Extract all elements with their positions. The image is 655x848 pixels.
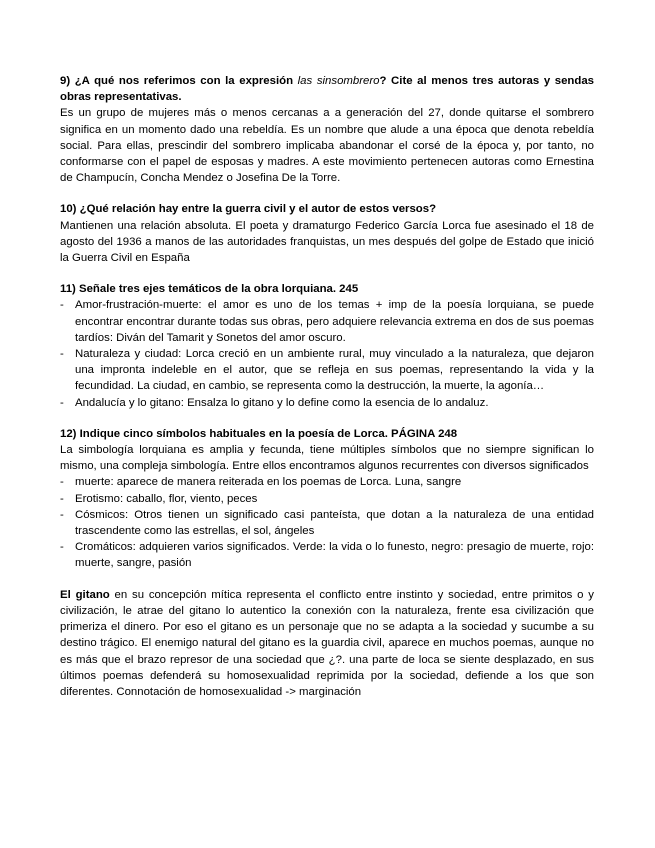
question-9-heading [60,73,594,105]
question-12-intro: La simbología lorquiana es amplia y fecunda, tiene múltiples símbolos que no siempre significan lo mismo, una compleja simbología. Entre ellos encontramos algunos recurrentes con diversos significados [60,444,594,473]
question-12-list [60,474,594,571]
list-item: - Amor-frustración-muerte: el amor es uno de los temas + imp de la poesía lorquiana, se puede encontrar encontrar durante todas sus obras, pero adquiere relevancia extrema en dos de sus poemas tardíos: Diván del Tamarit y Sonetos del amor oscuro. [60,297,594,346]
question-9-italic-term: las sinsombrero [297,75,380,87]
list-item: - Cósmicos: Otros tienen un significado casi panteísta, que dotan a la naturaleza de una entidad trascendente como las estrellas, el sol, ángeles [60,507,594,539]
question-10-heading: 10) ¿Qué relación hay entre la guerra civil y el autor de estos versos? [60,203,437,216]
list-item: - muerte: aparece de manera reiterada en los poemas de Lorca. Luna, sangre [60,474,594,490]
gitano-paragraph-text: en su concepción mítica representa el conflicto entre instinto y sociedad, entre primitos o y civilización, le atrae del gitano lo autentico la conexión con la naturaleza, frente esa civilización que primeriza el dinero. Por eso el gitano es un personaje que no se adapta a la sociedad y sucumbe a su destino trágico. El enemigo natural del gitano es la guardia civil, aparece en muchos poemas, aunque no es más que el brazo represor de una sociedad que ¿?. una parte de loca se siente desplazado, en sus últimos poemas defenderá su homosexualidad reprimida por la sociedad, defiende a los que son diferentes. Connotación de homosexualidad -> marginación [60,588,594,698]
list-item: - Naturaleza y ciudad: Lorca creció en un ambiente rural, muy vinculado a la naturaleza, que dejaron una impronta indeleble en el autor, que se refleja en sus poemas, representando la vida y la fecundidad. La ciudad, en cambio, se representa como la destrucción, la muerte, la agonía… [60,346,594,395]
question-11-list [60,297,594,410]
list-item: - Andalucía y lo gitano: Ensalza lo gitano y lo define como la esencia de lo andaluz. [60,395,594,411]
question-9-text-start: 9) ¿A qué nos referimos con la expresión [60,75,298,87]
question-11-section [60,281,594,411]
question-12-heading: 12) Indique cinco símbolos habituales en la poesía de Lorca. PÁGINA 248 [60,427,458,440]
list-item: - Cromáticos: adquieren varios significados. Verde: la vida o lo funesto, negro: presagio de muerte, rojo: muerte, sangre, pasión [60,539,594,571]
question-10-answer: Mantienen una relación absoluta. El poeta y dramaturgo Federico García Lorca fue asesinado el 18 de agosto del 1936 a manos de las autoridades franquistas, un mes después del golpe de Estado que inició la Guerra Civil en España [60,219,594,265]
question-9-answer: Es un grupo de mujeres más o menos cercanas a a generación del 27, donde quitarse el sombrero significa en un momento dado una rebeldía. Es un nombre que alude a una época que denota rebeldía social. Para ellas, prescindir del sombrero implicaba abandonar el corsé de la época y, por tanto, no conformarse con el papel de esposas y madres. A este movimiento pertenecen autoras como Ernestina de Champucín, Concha Mendez o Josefina De la Torre. [60,107,594,185]
list-item: - Erotismo: caballo, flor, viento, peces [60,491,594,507]
gitano-bold-term: El gitano [60,588,110,601]
question-12-section [60,426,594,700]
question-11-heading: 11) Señale tres ejes temáticos de la obra lorquiana. 245 [60,283,359,296]
document-page [60,73,594,715]
gitano-paragraph [60,587,594,700]
question-9-text-end: ? Cite al menos tres autoras y sendas obras representativas. [60,75,595,104]
question-10-section [60,201,594,266]
question-9-section [60,73,594,186]
